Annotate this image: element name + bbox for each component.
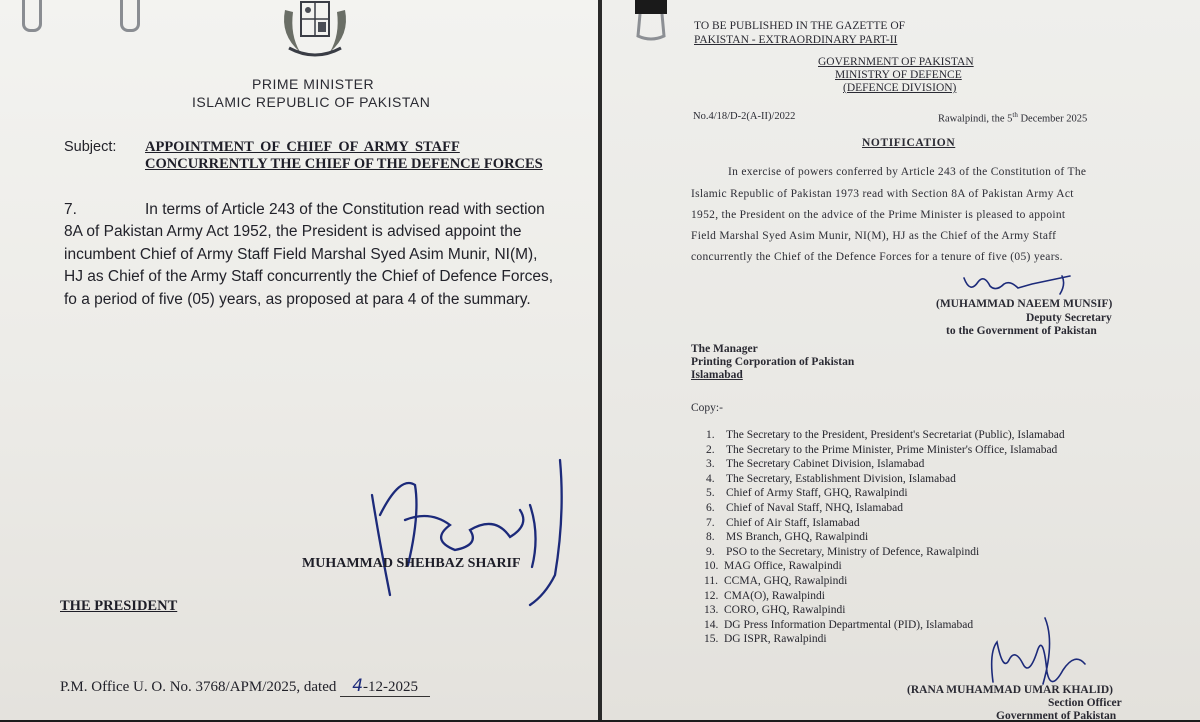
paragraph-number: 7. <box>64 201 77 218</box>
ministry-heading: MINISTRY OF DEFENCE <box>835 69 962 81</box>
list-item-text: DG ISPR, Rawalpindi <box>724 633 827 646</box>
list-item-text: Chief of Army Staff, GHQ, Rawalpindi <box>726 487 908 500</box>
list-item-number: 6. <box>706 501 715 514</box>
notification-body-line: Islamic Republic of Pakistan 1973 read with Section 8A of Pakistan Army Act <box>691 188 1074 200</box>
list-item-number: 8. <box>706 531 715 544</box>
list-item-number: 14. <box>704 618 719 631</box>
uo-number-text: P.M. Office U. O. No. 3768/APM/2025, dated <box>60 679 337 695</box>
deputy-secretary-org: to the Government of Pakistan <box>946 325 1097 337</box>
notification-body-line: In exercise of powers conferred by Article 243 of the Constitution of The <box>728 166 1087 178</box>
list-item-text: The Secretary to the President, President's Secretariat (Public), Islamabad <box>726 429 1065 441</box>
section-officer-org: Government of Pakistan <box>996 710 1117 722</box>
paragraph-line: fo a period of five (05) years, as proposed at para 4 of the summary. <box>64 291 531 308</box>
copy-label: Copy:- <box>691 402 723 414</box>
binder-ring-icon <box>120 0 140 32</box>
list-item <box>706 530 1065 545</box>
list-item-number: 4. <box>706 472 715 485</box>
prime-minister-summary-page <box>0 0 598 720</box>
list-item-text: MS Branch, GHQ, Rawalpindi <box>726 531 869 544</box>
uo-reference <box>60 676 430 697</box>
list-item-number: 15. <box>704 633 719 646</box>
recipient-city: Islamabad <box>691 369 743 381</box>
list-item <box>704 574 1065 589</box>
list-item-text: MAG Office, Rawalpindi <box>724 560 842 573</box>
paragraph-line: HJ as Chief of the Army Staff concurrently the Chief of Defence Forces, <box>64 268 554 285</box>
recipient-title: The Manager <box>691 343 758 355</box>
government-heading: GOVERNMENT OF PAKISTAN <box>818 56 974 68</box>
list-item-text: CORO, GHQ, Rawalpindi <box>724 604 846 617</box>
addressee: THE PRESIDENT <box>60 598 178 614</box>
notification-body-line: 1952, the President on the advice of the Prime Minister is pleased to appoint <box>691 209 1066 221</box>
binder-ring-icon <box>22 0 42 32</box>
deputy-secretary-signature <box>960 270 1080 300</box>
list-item-number: 5. <box>706 487 715 500</box>
uo-date-field <box>340 676 430 697</box>
office-title: PRIME MINISTER <box>252 76 375 92</box>
list-item-number: 13. <box>704 604 719 617</box>
binder-clip-icon <box>632 0 670 42</box>
list-item-text: CMA(O), Rawalpindi <box>724 589 825 602</box>
subject-line-2: CONCURRENTLY THE CHIEF OF THE DEFENCE FORCES <box>145 156 543 172</box>
deputy-secretary-name: (MUHAMMAD NAEEM MUNSIF) <box>936 298 1113 310</box>
place-date-text: Rawalpindi, the 5 <box>938 113 1013 125</box>
subject-line-1: APPOINTMENT OF CHIEF OF ARMY STAFF <box>145 139 460 155</box>
list-item-number: 3. <box>706 458 715 471</box>
section-officer-title: Section Officer <box>1048 697 1122 709</box>
gazette-instruction-line-2: PAKISTAN - EXTRAORDINARY PART-II <box>694 34 898 46</box>
office-country: ISLAMIC REPUBLIC OF PAKISTAN <box>192 94 431 110</box>
list-item-text: PSO to the Secretary, Ministry of Defence, Rawalpindi <box>726 545 980 558</box>
list-item-number: 10. <box>704 560 719 573</box>
uo-date-handwritten: 4 <box>352 676 364 696</box>
state-emblem-icon <box>275 0 355 62</box>
list-item-text: The Secretary Cabinet Division, Islamabad <box>726 458 925 471</box>
section-officer-name: (RANA MUHAMMAD UMAR KHALID) <box>907 684 1114 696</box>
list-item-text: The Secretary, Establishment Division, Islamabad <box>726 472 956 485</box>
subject-label: Subject: <box>64 139 117 155</box>
deputy-secretary-title: Deputy Secretary <box>1026 312 1112 324</box>
list-item <box>706 428 1065 443</box>
list-item-number: 11. <box>704 574 718 587</box>
list-item-text: Chief of Naval Staff, NHQ, Islamabad <box>726 501 904 514</box>
paragraph-line: 8A of Pakistan Army Act 1952, the President is advised appoint the <box>64 223 522 240</box>
place-date-month: December 2025 <box>1017 113 1088 125</box>
list-item-number: 2. <box>706 443 715 456</box>
uo-date-rest: -12-2025 <box>363 679 419 695</box>
list-item <box>706 516 1065 531</box>
list-item-number: 7. <box>706 516 715 529</box>
list-item-text: Chief of Air Staff, Islamabad <box>726 516 860 529</box>
paragraph-line: In terms of Article 243 of the Constitution read with section <box>145 201 545 218</box>
list-item <box>706 486 1065 501</box>
list-item-text: DG Press Information Departmental (PID), Islamabad <box>724 618 974 631</box>
list-item <box>706 472 1065 487</box>
notification-body-line: Field Marshal Syed Asim Munir, NI(M), HJ as the Chief of the Army Staff <box>691 230 1057 242</box>
notification-title: NOTIFICATION <box>862 137 956 149</box>
list-item <box>706 545 1065 560</box>
list-item-number: 12. <box>704 589 719 602</box>
place-date <box>938 111 1087 125</box>
recipient-org: Printing Corporation of Pakistan <box>691 356 855 368</box>
notification-body-line: concurrently the Chief of the Defence Forces for a tenure of five (05) years. <box>691 251 1063 263</box>
list-item <box>706 443 1065 458</box>
list-item-text: CCMA, GHQ, Rawalpindi <box>724 574 848 587</box>
list-item-text: The Secretary to the Prime Minister, Prime Minister's Office, Islamabad <box>726 443 1058 456</box>
paragraph-line: incumbent Chief of Army Staff Field Marshal Syed Asim Munir, NI(M), <box>64 246 538 263</box>
prime-minister-signature <box>360 455 590 615</box>
list-item-number: 1. <box>706 429 715 441</box>
list-item <box>706 457 1065 472</box>
list-item <box>704 559 1065 574</box>
division-heading: (DEFENCE DIVISION) <box>843 82 957 94</box>
list-item <box>704 589 1065 604</box>
gazette-instruction-line-1: TO BE PUBLISHED IN THE GAZETTE OF <box>694 20 906 32</box>
place-date-sup: th <box>1012 111 1018 119</box>
prime-minister-name: MUHAMMAD SHEHBAZ SHARIF <box>302 556 521 571</box>
list-item <box>706 501 1065 516</box>
list-item-number: 9. <box>706 545 715 558</box>
reference-number: No.4/18/D-2(A-II)/2022 <box>693 111 796 122</box>
